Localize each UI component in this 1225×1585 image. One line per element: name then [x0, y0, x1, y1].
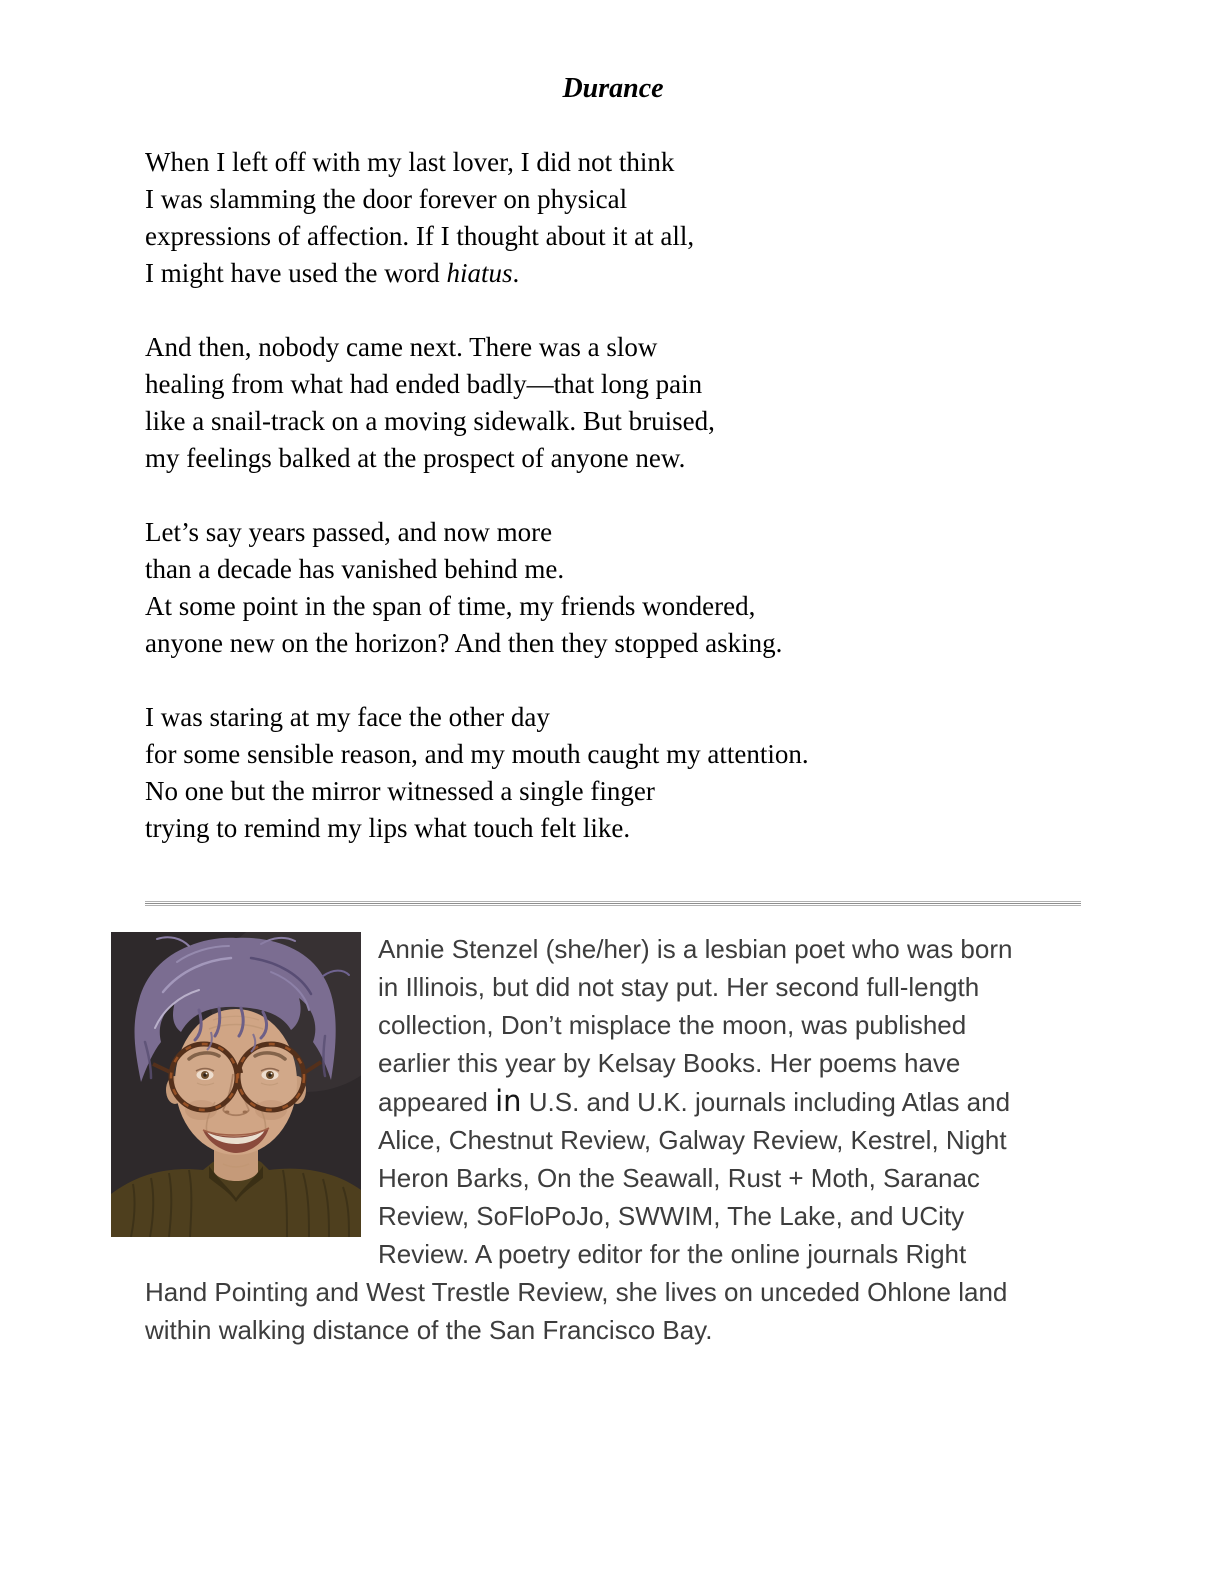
- poem-line: I was slamming the door forever on physical: [145, 184, 628, 214]
- poem-title: Durance: [562, 73, 664, 104]
- bio-line: Review. A poetry editor for the online journals Right: [378, 1239, 967, 1269]
- poem-line: trying to remind my lips what touch felt like.: [145, 813, 631, 843]
- poem-line: like a snail-track on a moving sidewalk. But bruised,: [145, 406, 715, 436]
- author-bio: [145, 930, 1081, 1389]
- poem-line: healing from what had ended badly—that long pain: [145, 369, 703, 399]
- nostril-right: [243, 1111, 248, 1114]
- bio-line: Annie Stenzel (she/her) is a lesbian poet who was born: [378, 934, 1013, 964]
- poem-line: expressions of affection. If I thought about it at all,: [145, 221, 695, 251]
- bio-line: Hand Pointing and West Trestle Review, she lives on unceded Ohlone land: [145, 1277, 1008, 1307]
- author-photo-illustration: [111, 932, 361, 1237]
- poem-line: And then, nobody came next. There was a slow: [145, 332, 658, 362]
- bio-line: within walking distance of the San Francisco Bay.: [145, 1315, 713, 1345]
- poem-line: No one but the mirror witnessed a single finger: [145, 776, 655, 806]
- poem-line: my feelings balked at the prospect of anyone new.: [145, 443, 686, 473]
- author-photo: [111, 932, 361, 1237]
- bio-pasted-word: in: [495, 1084, 522, 1118]
- poem-line: At some point in the span of time, my friends wondered,: [145, 591, 756, 621]
- bio-line: in Illinois, but did not stay put. Her second full-length: [378, 972, 980, 1002]
- bio-line: earlier this year by Kelsay Books. Her poems have: [378, 1048, 961, 1078]
- bio-line-text: U.S. and U.K. journals including Atlas and: [521, 1087, 1011, 1117]
- poem-stanza-4: [145, 699, 1081, 847]
- bio-line: Heron Barks, On the Seawall, Rust + Moth, Saranac: [378, 1163, 980, 1193]
- poem-line: [145, 255, 1081, 292]
- poem-line: anyone new on the horizon? And then they stopped asking.: [145, 628, 783, 658]
- poem-stanza-2: [145, 329, 1081, 477]
- bio-line: [378, 1082, 1081, 1121]
- poem-line: for some sensible reason, and my mouth caught my attention.: [145, 739, 809, 769]
- poem-stanza-3: [145, 514, 1081, 662]
- poem-line: Let’s say years passed, and now more: [145, 517, 553, 547]
- poem-line-text: .: [512, 258, 520, 288]
- bio-line: collection, Don’t misplace the moon, was published: [378, 1010, 967, 1040]
- bio-line-text: appeared: [378, 1087, 496, 1117]
- section-divider: [145, 901, 1081, 906]
- poem-line: When I left off with my last lover, I did not think: [145, 147, 675, 177]
- poem-line-text: I might have used the word: [145, 258, 447, 288]
- bio-line: Alice, Chestnut Review, Galway Review, Kestrel, Night: [378, 1125, 1007, 1155]
- text-column: [145, 0, 1081, 1389]
- poem-line: than a decade has vanished behind me.: [145, 554, 565, 584]
- bio-line: Review, SoFloPoJo, SWWIM, The Lake, and UCity: [378, 1201, 965, 1231]
- nostril-left: [225, 1111, 230, 1114]
- poem-stanza-1: [145, 144, 1081, 292]
- poem-line: I was staring at my face the other day: [145, 702, 550, 732]
- poem-italic-word: hiatus: [446, 258, 513, 288]
